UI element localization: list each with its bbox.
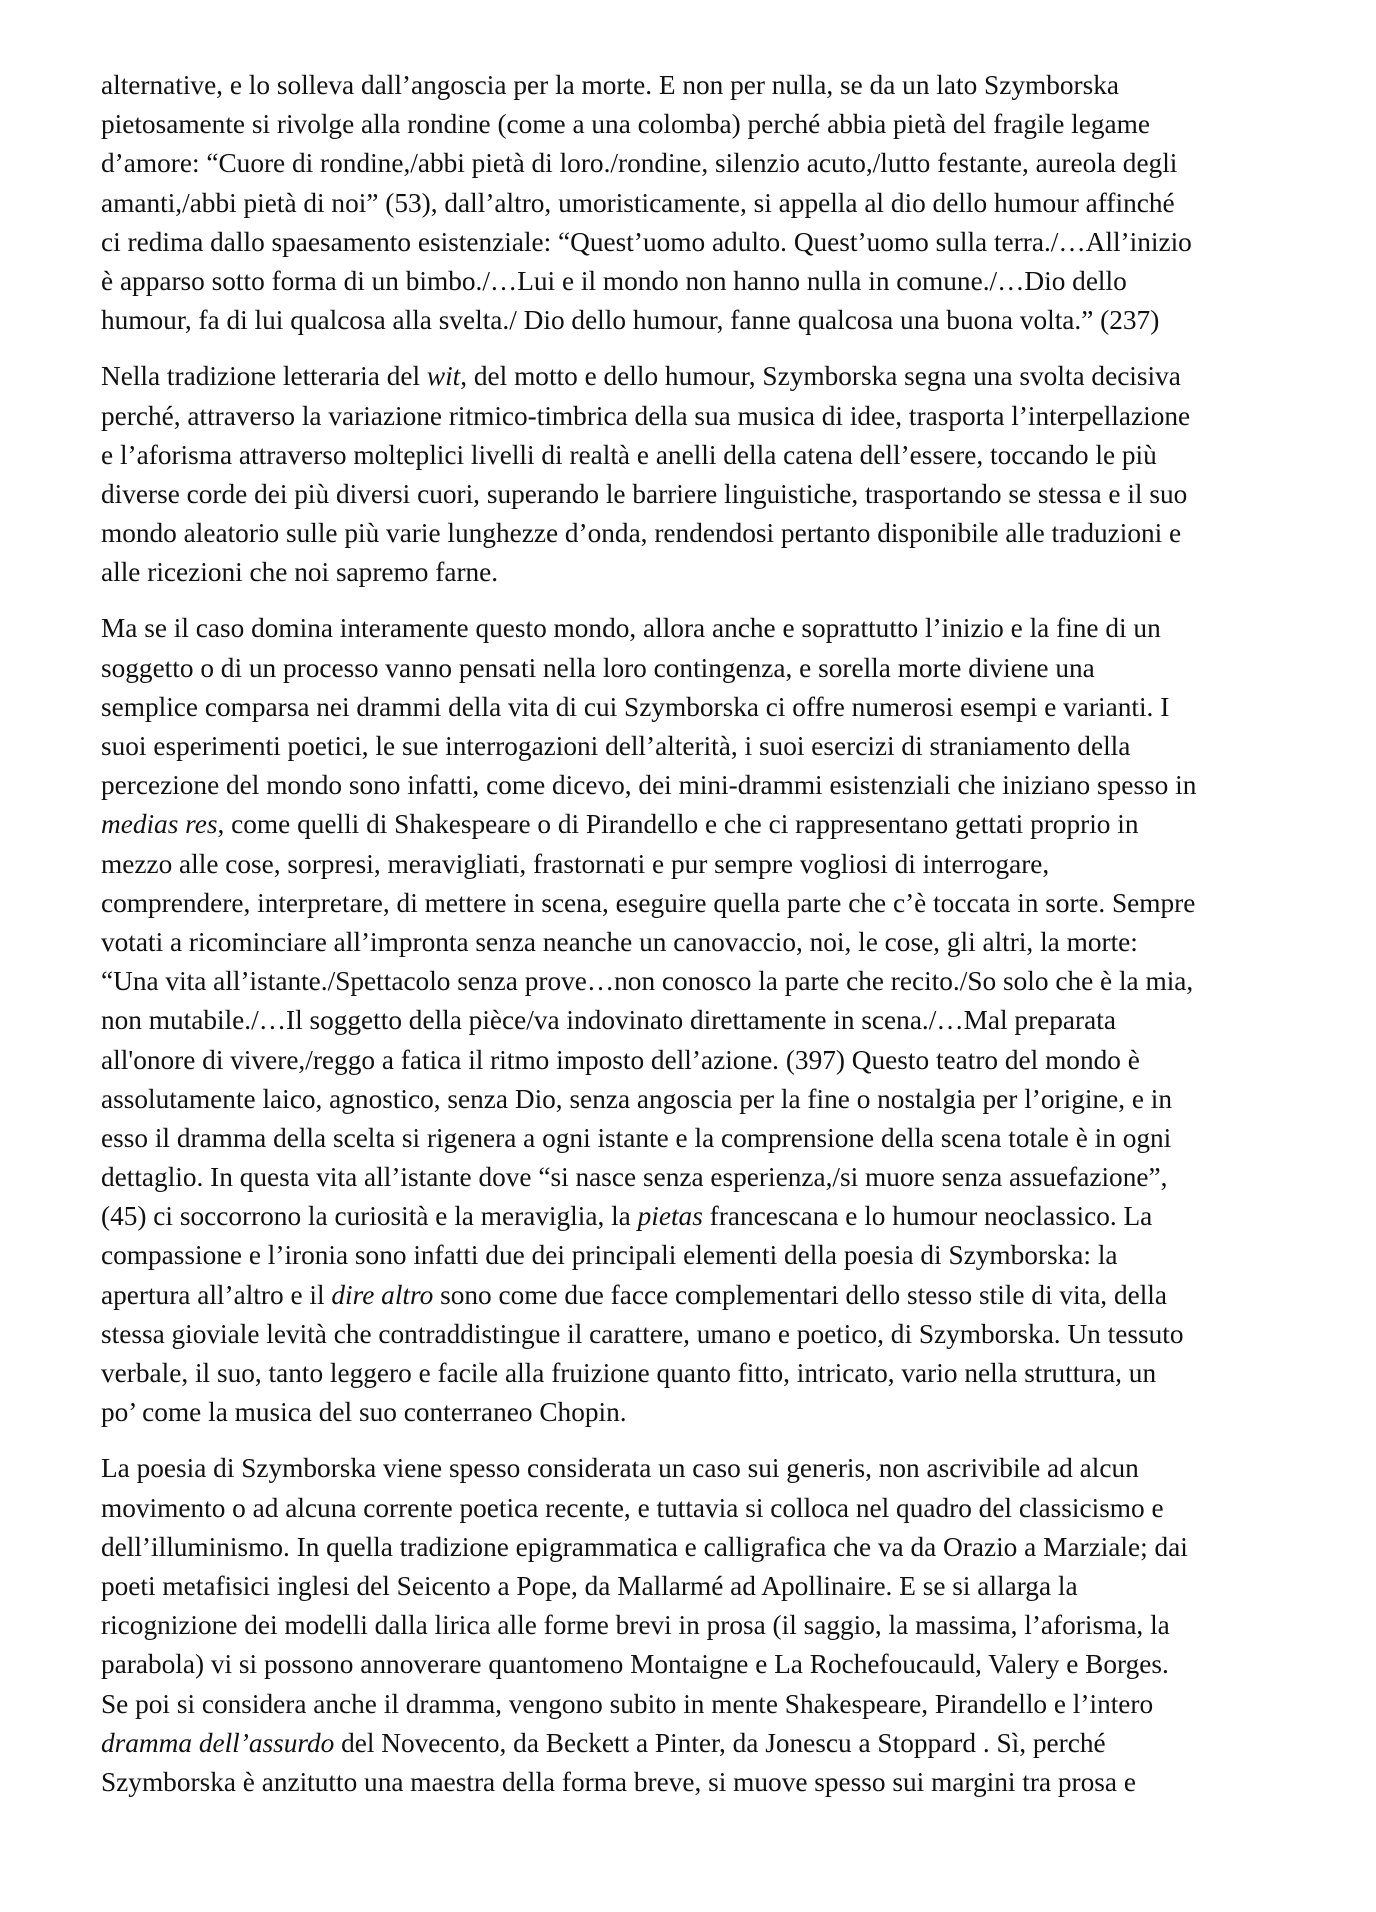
text-run: all'onore di vivere,/reggo a fatica il ritmo imposto dell’azione. (397) Questo teatro del mondo è xyxy=(101,1044,1140,1075)
text-line xyxy=(101,1001,1301,1040)
text-run: movimento o ad alcuna corrente poetica recente, e tuttavia si colloca nel quadro del classicismo e xyxy=(101,1492,1164,1523)
text-line xyxy=(101,105,1301,144)
text-line xyxy=(101,1315,1301,1354)
text-line xyxy=(101,962,1301,1001)
text-line xyxy=(101,1197,1301,1236)
text-run: dettaglio. In questa vita all’istante dove “si nasce senza esperienza,/si muore senza assuefazione”, xyxy=(101,1162,1168,1193)
text-run: amanti,/abbi pietà di noi” (53), dall’altro, umoristicamente, si appella al dio dello humour affinché xyxy=(101,187,1175,218)
text-run: stessa gioviale levità che contraddistingue il carattere, umano e poetico, di Szymborska. Un tessuto xyxy=(101,1318,1184,1349)
text-line xyxy=(101,766,1301,805)
text-run: e l’aforisma attraverso molteplici livelli di realtà e anelli della catena dell’essere, toccando le più xyxy=(101,439,1157,470)
text-line xyxy=(101,1236,1301,1275)
text-run: del Novecento, da Beckett a Pinter, da Jonescu a Stoppard . Sì, perché xyxy=(334,1727,1106,1758)
text-line xyxy=(101,553,1301,592)
text-run: assolutamente laico, agnostico, senza Dio, senza angoscia per la fine o nostalgia per l’origine, e in xyxy=(101,1083,1173,1114)
text-line xyxy=(101,649,1301,688)
text-line xyxy=(101,397,1301,436)
text-run: apertura all’altro e il xyxy=(101,1279,332,1310)
text-run: poeti metafisici inglesi del Seicento a Pope, da Mallarmé ad Apollinaire. E se si allarga la xyxy=(101,1570,1078,1601)
text-run: alternative, e lo solleva dall’angoscia per la morte. E non per nulla, se da un lato Szymborska xyxy=(101,70,1119,100)
text-run: esso il dramma della scelta si rigenera a ogni istante e la comprensione della scena totale è in ogni xyxy=(101,1122,1172,1153)
text-line xyxy=(101,1041,1301,1080)
text-run: comprendere, interpretare, di mettere in scena, eseguire quella parte che c’è toccata in sorte. Sempre xyxy=(101,887,1196,918)
text-line xyxy=(101,923,1301,962)
text-line xyxy=(101,1489,1301,1528)
text-line xyxy=(101,223,1301,262)
text-line xyxy=(101,609,1301,648)
text-line xyxy=(101,1080,1301,1119)
text-run: dell’illuminismo. In quella tradizione epigrammatica e calligrafica che va da Orazio a Marziale; dai xyxy=(101,1531,1188,1562)
paragraph xyxy=(101,357,1301,592)
text-run: francescana e lo humour neoclassico. La xyxy=(702,1201,1153,1232)
text-run: suoi esperimenti poetici, le sue interrogazioni dell’alterità, i suoi esercizi di straniamento della xyxy=(101,731,1131,761)
text-run: Nella tradizione letteraria del xyxy=(101,361,427,392)
text-run: è apparso sotto forma di un bimbo./…Lui e il mondo non hanno nulla in comune./…Dio dello xyxy=(101,265,1127,296)
text-line xyxy=(101,514,1301,553)
text-line xyxy=(101,66,1301,105)
paragraph xyxy=(101,609,1301,1432)
text-line xyxy=(101,1567,1301,1606)
text-run: (45) ci soccorrono la curiosità e la meraviglia, la xyxy=(101,1201,638,1232)
text-run: po’ come la musica del suo conterraneo Chopin. xyxy=(101,1397,627,1428)
text-run: non mutabile./…Il soggetto della pièce/va indovinato direttamente in scena./…Mal preparata xyxy=(101,1005,1116,1036)
italic-text: wit xyxy=(426,361,461,392)
text-line xyxy=(101,1119,1301,1158)
text-run: compassione e l’ironia sono infatti due dei principali elementi della poesia di Szymborska: la xyxy=(101,1240,1118,1271)
text-run: sono come due facce complementari dello stesso stile di vita, della xyxy=(433,1279,1168,1310)
paragraph xyxy=(101,1449,1301,1802)
text-line xyxy=(101,1685,1301,1724)
text-line xyxy=(101,727,1301,766)
paragraph xyxy=(101,66,1301,340)
text-line xyxy=(101,184,1301,223)
text-line xyxy=(101,1606,1301,1645)
italic-text: pietas xyxy=(637,1201,703,1232)
text-line xyxy=(101,884,1301,923)
text-run: alle ricezioni che noi sapremo farne. xyxy=(101,557,499,588)
text-run: ricognizione dei modelli dalla lirica alle forme brevi in prosa (il saggio, la massima, l’aforisma, la xyxy=(101,1610,1170,1641)
text-run: La poesia di Szymborska viene spesso considerata un caso sui generis, non ascrivibile ad alcun xyxy=(101,1453,1139,1484)
text-line xyxy=(101,475,1301,514)
text-line xyxy=(101,436,1301,475)
text-run: perché, attraverso la variazione ritmico-timbrica della sua musica di idee, trasporta l’interpellazione xyxy=(101,400,1191,431)
text-line xyxy=(101,1393,1301,1432)
text-run: pietosamente si rivolge alla rondine (come a una colomba) perché abbia pietà del fragile legame xyxy=(101,109,1150,140)
text-line xyxy=(101,1158,1301,1197)
text-run: mezzo alle cose, sorpresi, meravigliati, frastornati e pur sempre vogliosi di interrogare, xyxy=(101,848,1050,879)
text-run: d’amore: “Cuore di rondine,/abbi pietà di loro./rondine, silenzio acuto,/lutto festante, aureola degli xyxy=(101,148,1178,179)
text-line xyxy=(101,1528,1301,1567)
text-line xyxy=(101,1724,1301,1763)
italic-text: dire altro xyxy=(331,1279,434,1310)
document-page xyxy=(101,66,1301,1819)
text-line xyxy=(101,262,1301,301)
text-line xyxy=(101,1449,1301,1488)
text-run: , del motto e dello humour, Szymborska segna una svolta decisiva xyxy=(460,361,1181,392)
text-line xyxy=(101,357,1301,396)
text-run: percezione del mondo sono infatti, come dicevo, dei mini-drammi esistenziali che iniziano spesso in xyxy=(101,770,1197,801)
text-run: ci redima dallo spaesamento esistenziale: “Quest’uomo adulto. Quest’uomo sulla terra./…All’inizio xyxy=(101,226,1192,257)
text-line xyxy=(101,845,1301,884)
text-line xyxy=(101,1645,1301,1684)
text-line xyxy=(101,1276,1301,1315)
text-run: semplice comparsa nei drammi della vita di cui Szymborska ci offre numerosi esempi e varianti. I xyxy=(101,691,1170,722)
text-run: Szymborska è anzitutto una maestra della forma breve, si muove spesso sui margini tra prosa e xyxy=(101,1766,1136,1797)
text-line xyxy=(101,1354,1301,1393)
text-run: , come quelli di Shakespeare o di Pirandello e che ci rappresentano gettati proprio in xyxy=(217,809,1139,840)
text-run: soggetto o di un processo vanno pensati nella loro contingenza, e sorella morte diviene una xyxy=(101,652,1095,683)
text-line xyxy=(101,1763,1301,1802)
text-run: “Una vita all’istante./Spettacolo senza prove…non conosco la parte che recito./So solo che è la mia, xyxy=(101,966,1194,997)
text-line xyxy=(101,144,1301,183)
text-run: Ma se il caso domina interamente questo mondo, allora anche e soprattutto l’inizio e la fine di un xyxy=(101,613,1161,644)
text-run: diverse corde dei più diversi cuori, superando le barriere linguistiche, trasportando se stessa e il suo xyxy=(101,478,1188,509)
text-run: votati a ricominciare all’impronta senza neanche un canovaccio, noi, le cose, gli altri, la morte: xyxy=(101,926,1138,957)
italic-text: dramma dell’assurdo xyxy=(101,1727,335,1758)
text-run: Se poi si considera anche il dramma, vengono subito in mente Shakespeare, Pirandello e l’intero xyxy=(101,1688,1154,1719)
text-line xyxy=(101,688,1301,727)
text-run: humour, fa di lui qualcosa alla svelta./ Dio dello humour, fanne qualcosa una buona volta.” (237) xyxy=(101,305,1160,336)
italic-text: medias res xyxy=(101,809,218,840)
text-run: parabola) vi si possono annoverare quantomeno Montaigne e La Rochefoucauld, Valery e Borges. xyxy=(101,1649,1169,1680)
text-run: verbale, il suo, tanto leggero e facile alla fruizione quanto fitto, intricato, vario nella struttura, un xyxy=(101,1358,1157,1388)
text-line xyxy=(101,805,1301,844)
text-line xyxy=(101,301,1301,340)
text-run: mondo aleatorio sulle più varie lunghezze d’onda, rendendosi pertanto disponibile alle traduzioni e xyxy=(101,518,1182,549)
